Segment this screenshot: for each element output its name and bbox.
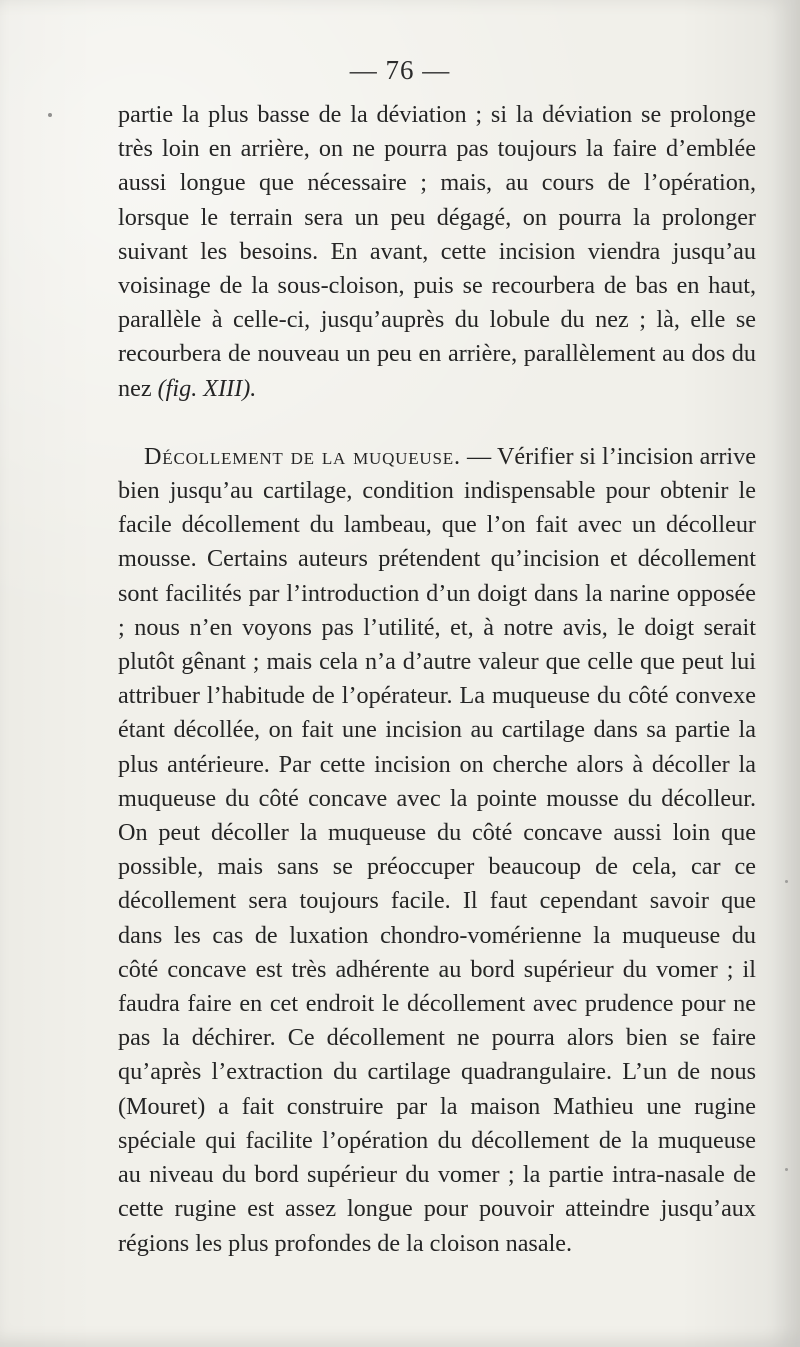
paragraph-1-text: partie la plus basse de la déviation ; si la déviation se prolonge très loin en arrière, on ne pourra pas toujours la faire d’emblée aussi longue que nécessaire ; mais, au cours de l’opération, lorsque le terrain sera un peu dégagé, on pourra la prolonger suivant les besoins. En avant, cette incision viendra jusqu’au voisinage de la sous-cloison, puis se recourbera de bas en haut, parallèle à celle-ci, jusqu’auprès du lobule du nez ; là, elle se recourbera de nouveau un peu en arrière, parallèlement au dos du nez <box>118 101 756 402</box>
section-heading: Décollement de la muqueuse. <box>144 442 461 470</box>
figure-reference: (fig. XIII). <box>157 374 257 402</box>
margin-dot <box>785 880 788 883</box>
paragraph-1 <box>118 98 756 406</box>
margin-dot <box>48 113 52 117</box>
heading-dash: — <box>460 442 497 470</box>
margin-dot <box>785 1168 788 1171</box>
page-number: — 76 — <box>349 55 451 85</box>
page-text <box>118 98 756 1261</box>
paragraph-2-text: Vérifier si l’incision arrive bien jusqu’au cartilage, condition indispensable pour obtenir le facile décollement du lambeau, que l’on fait avec un décolleur mousse. Certains auteurs prétendent qu’incision et décollement sont facilités par l’introduction d’un doigt dans la narine opposée ; nous n’en voyons pas l’utilité, et, à notre avis, le doigt serait plutôt gênant ; mais cela n’a d’autre valeur que celle que peut lui attribuer l’habitude de l’opérateur. La muqueuse du côté convexe étant décollée, on fait une incision au cartilage dans sa partie la plus antérieure. Par cette incision on cherche alors à décoller la muqueuse du côté concave avec la pointe mousse du décolleur. On peut décoller la muqueuse du côté concave aussi loin que possible, mais sans se préoccuper beaucoup de cela, car ce décollement sera toujours facile. Il faut cependant savoir que dans les cas de luxation chondro-vomérienne la muqueuse du côté concave est très adhérente au bord supérieur du vomer ; il faudra faire en cet endroit le décollement avec prudence pour ne pas la déchirer. Ce décollement ne pourra alors bien se faire qu’après l’extraction du cartilage quadrangulaire. L’un de nous (Mouret) a fait construire par la maison Mathieu une rugine spéciale qui facilite l’opération du décollement de la muqueuse au niveau du bord supérieur du vomer ; la partie intra-nasale de cette rugine est assez longue pour pouvoir atteindre jusqu’aux régions les plus profondes de la cloison nasale. <box>118 442 756 1257</box>
paragraph-2 <box>118 440 756 1261</box>
